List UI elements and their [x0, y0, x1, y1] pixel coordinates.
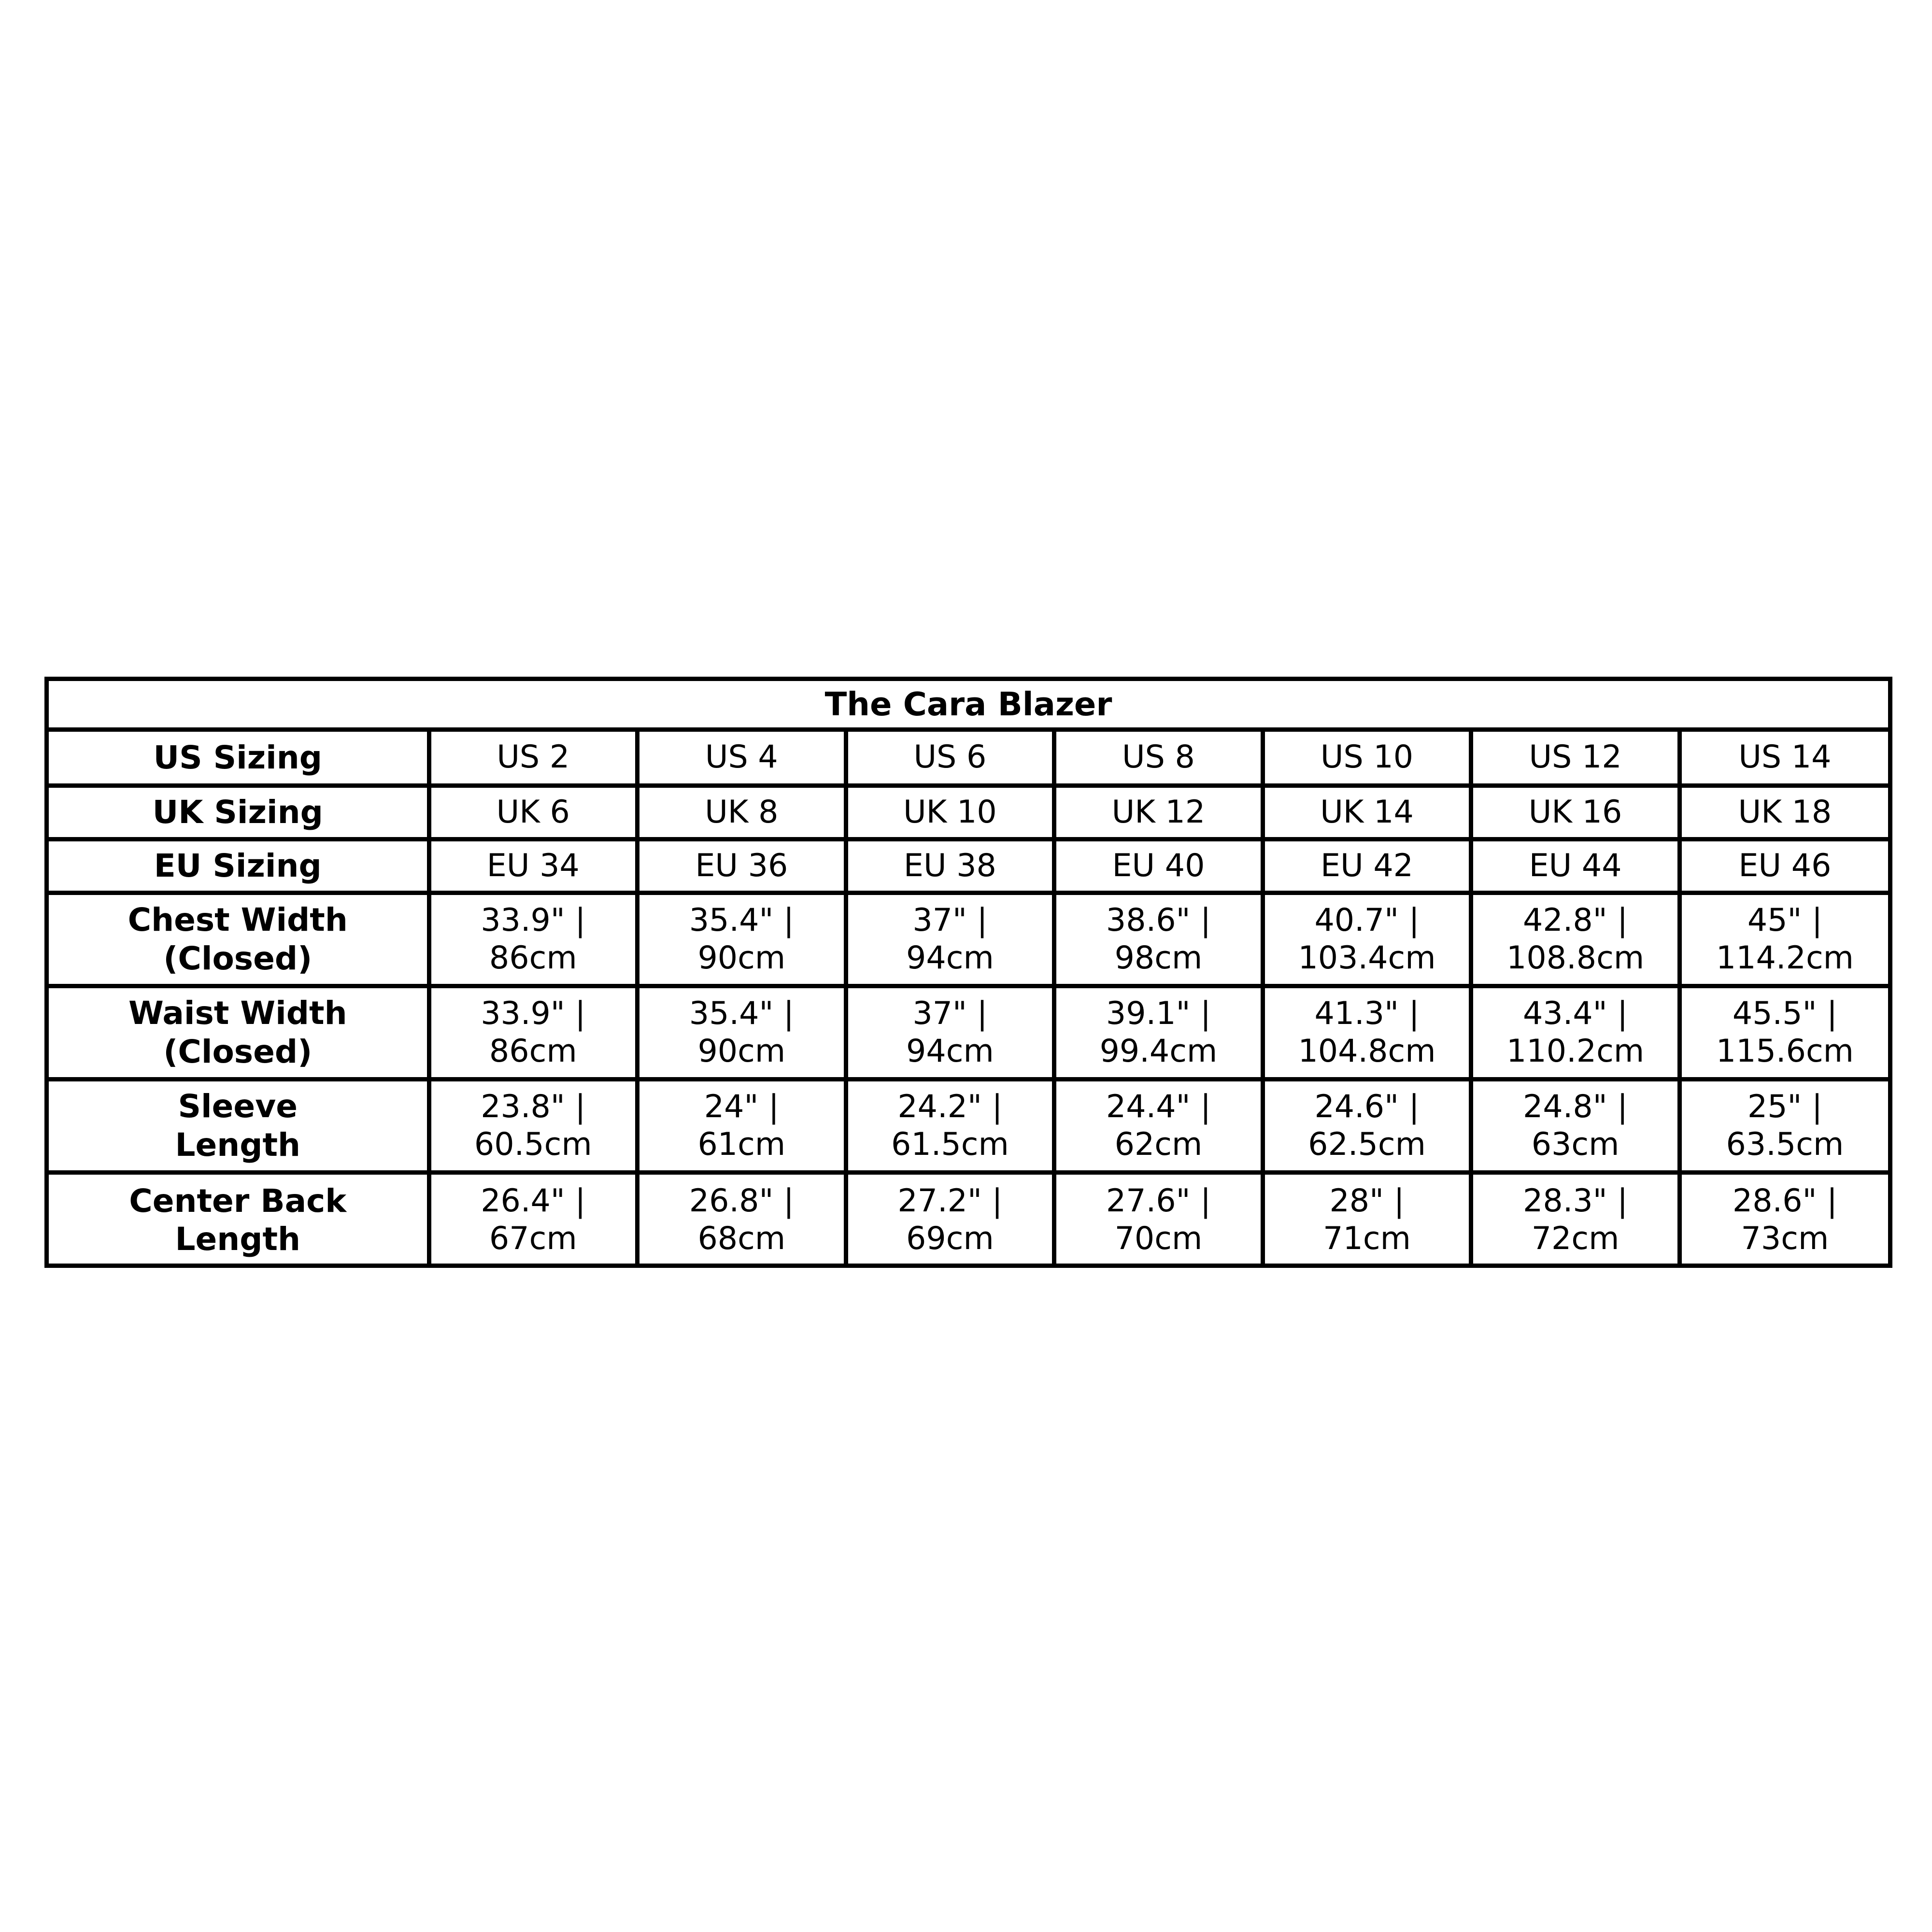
table-cell	[638, 986, 846, 1079]
value-cm: 69cm	[906, 1220, 994, 1257]
table-cell: EU 38	[846, 839, 1054, 893]
table-row-eu-sizing	[49, 839, 1888, 893]
table-cell: UK 6	[429, 785, 638, 839]
table-cell	[429, 1172, 638, 1265]
value-cm: 114.2cm	[1716, 939, 1854, 976]
table-cell	[1679, 986, 1888, 1079]
value-cm: 94cm	[906, 939, 994, 976]
value-inches: 27.6" |	[1106, 1182, 1211, 1219]
value-inches: 33.9" |	[481, 995, 586, 1032]
table-cell	[1471, 1079, 1680, 1172]
table-cell: EU 44	[1471, 839, 1680, 893]
value-cm: 62.5cm	[1308, 1126, 1426, 1163]
value-cm: 63cm	[1531, 1126, 1619, 1163]
value-cm: 73cm	[1741, 1220, 1829, 1257]
table-cell: UK 14	[1263, 785, 1471, 839]
value-cm: 115.6cm	[1716, 1033, 1854, 1069]
value-cm: 104.8cm	[1298, 1033, 1436, 1069]
value-inches: 35.4" |	[689, 995, 794, 1032]
table-cell: EU 42	[1263, 839, 1471, 893]
value-inches: 26.8" |	[689, 1182, 794, 1219]
value-cm: 62cm	[1114, 1126, 1203, 1163]
value-cm: 72cm	[1531, 1220, 1619, 1257]
value-inches: 24.8" |	[1523, 1088, 1628, 1125]
value-cm: 70cm	[1114, 1220, 1203, 1257]
row-label-waist-width	[49, 986, 429, 1079]
table-row-uk-sizing	[49, 785, 1888, 839]
value-inches: 38.6" |	[1106, 902, 1211, 938]
row-label-line: Length	[175, 1220, 301, 1258]
value-inches: 24.6" |	[1314, 1088, 1420, 1125]
value-cm: 94cm	[906, 1033, 994, 1069]
value-inches: 33.9" |	[481, 902, 586, 938]
chart-title: The Cara Blazer	[49, 681, 1888, 732]
table-cell: UK 16	[1471, 785, 1680, 839]
row-label-line: Sleeve	[178, 1088, 298, 1125]
table-row-center-back-length	[49, 1172, 1888, 1265]
row-label-center-back-length	[49, 1172, 429, 1265]
value-cm: 61cm	[697, 1126, 786, 1163]
table-cell	[1263, 986, 1471, 1079]
table-cell: EU 36	[638, 839, 846, 893]
row-label-sleeve-length	[49, 1079, 429, 1172]
table-row-chest-width	[49, 893, 1888, 986]
value-inches: 45.5" |	[1732, 995, 1838, 1032]
table-cell	[1263, 1079, 1471, 1172]
table-cell: US 4	[638, 732, 846, 785]
row-label-chest-width	[49, 893, 429, 986]
value-inches: 37" |	[912, 995, 988, 1032]
value-cm: 108.8cm	[1506, 939, 1645, 976]
row-label-line: Length	[175, 1126, 301, 1164]
value-inches: 42.8" |	[1523, 902, 1628, 938]
table-cell	[1679, 1172, 1888, 1265]
value-inches: 28.3" |	[1523, 1182, 1628, 1219]
size-table	[49, 732, 1888, 1265]
table-row-us-sizing	[49, 732, 1888, 785]
row-label-line: Chest Width	[128, 901, 348, 939]
value-inches: 24.4" |	[1106, 1088, 1211, 1125]
value-inches: 27.2" |	[897, 1182, 1003, 1219]
table-cell	[846, 1172, 1054, 1265]
table-cell	[429, 1079, 638, 1172]
value-inches: 28" |	[1329, 1182, 1405, 1219]
table-cell	[1679, 1079, 1888, 1172]
row-label-line: Waist Width	[128, 994, 347, 1032]
value-inches: 25" |	[1747, 1088, 1823, 1125]
table-row-sleeve-length	[49, 1079, 1888, 1172]
table-cell: US 10	[1263, 732, 1471, 785]
value-inches: 40.7" |	[1314, 902, 1420, 938]
value-cm: 110.2cm	[1506, 1033, 1645, 1069]
value-cm: 90cm	[697, 1033, 786, 1069]
table-cell	[1471, 1172, 1680, 1265]
value-inches: 43.4" |	[1523, 995, 1628, 1032]
table-cell	[1054, 1172, 1263, 1265]
size-chart	[44, 677, 1892, 1268]
value-cm: 67cm	[489, 1220, 577, 1257]
value-inches: 24.2" |	[897, 1088, 1003, 1125]
table-cell: UK 12	[1054, 785, 1263, 839]
value-inches: 28.6" |	[1732, 1182, 1838, 1219]
table-cell: US 8	[1054, 732, 1263, 785]
table-cell	[846, 1079, 1054, 1172]
value-inches: 41.3" |	[1314, 995, 1420, 1032]
table-cell	[429, 986, 638, 1079]
table-cell	[1263, 1172, 1471, 1265]
row-label-us-sizing: US Sizing	[153, 739, 323, 776]
table-cell	[429, 893, 638, 986]
value-cm: 60.5cm	[474, 1126, 592, 1163]
table-cell	[846, 986, 1054, 1079]
table-cell: UK 10	[846, 785, 1054, 839]
value-cm: 71cm	[1323, 1220, 1411, 1257]
table-cell	[1679, 893, 1888, 986]
table-cell: US 12	[1471, 732, 1680, 785]
table-cell	[1471, 893, 1680, 986]
table-row-waist-width	[49, 986, 1888, 1079]
row-label-uk-sizing: UK Sizing	[49, 785, 429, 839]
value-inches: 39.1" |	[1106, 995, 1211, 1032]
value-cm: 90cm	[697, 939, 786, 976]
value-inches: 23.8" |	[481, 1088, 586, 1125]
table-cell: US 14	[1679, 732, 1888, 785]
value-cm: 61.5cm	[891, 1126, 1009, 1163]
value-cm: 63.5cm	[1726, 1126, 1844, 1163]
table-cell: EU 34	[429, 839, 638, 893]
table-cell	[1263, 893, 1471, 986]
value-inches: 26.4" |	[481, 1182, 586, 1219]
table-cell: US 6	[846, 732, 1054, 785]
value-cm: 86cm	[489, 1033, 577, 1069]
row-label-eu-sizing: EU Sizing	[49, 839, 429, 893]
table-cell: EU 40	[1054, 839, 1263, 893]
table-cell: EU 46	[1679, 839, 1888, 893]
table-cell	[638, 1172, 846, 1265]
table-cell	[638, 1079, 846, 1172]
table-cell: UK 18	[1679, 785, 1888, 839]
table-cell	[1054, 893, 1263, 986]
row-label-line: Center Back	[129, 1182, 347, 1220]
value-cm: 68cm	[697, 1220, 786, 1257]
table-cell	[1054, 986, 1263, 1079]
row-label-line: (Closed)	[163, 1033, 313, 1070]
value-inches: 37" |	[912, 902, 988, 938]
table-cell: US 2	[429, 732, 638, 785]
value-inches: 45" |	[1747, 902, 1823, 938]
value-cm: 98cm	[1114, 939, 1203, 976]
table-cell	[1471, 986, 1680, 1079]
table-cell	[638, 893, 846, 986]
row-label-line: (Closed)	[163, 939, 313, 977]
value-inches: 35.4" |	[689, 902, 794, 938]
table-cell	[846, 893, 1054, 986]
value-cm: 99.4cm	[1099, 1033, 1218, 1069]
table-cell	[1054, 1079, 1263, 1172]
table-cell: UK 8	[638, 785, 846, 839]
value-cm: 86cm	[489, 939, 577, 976]
value-inches: 24" |	[704, 1088, 779, 1125]
value-cm: 103.4cm	[1298, 939, 1436, 976]
